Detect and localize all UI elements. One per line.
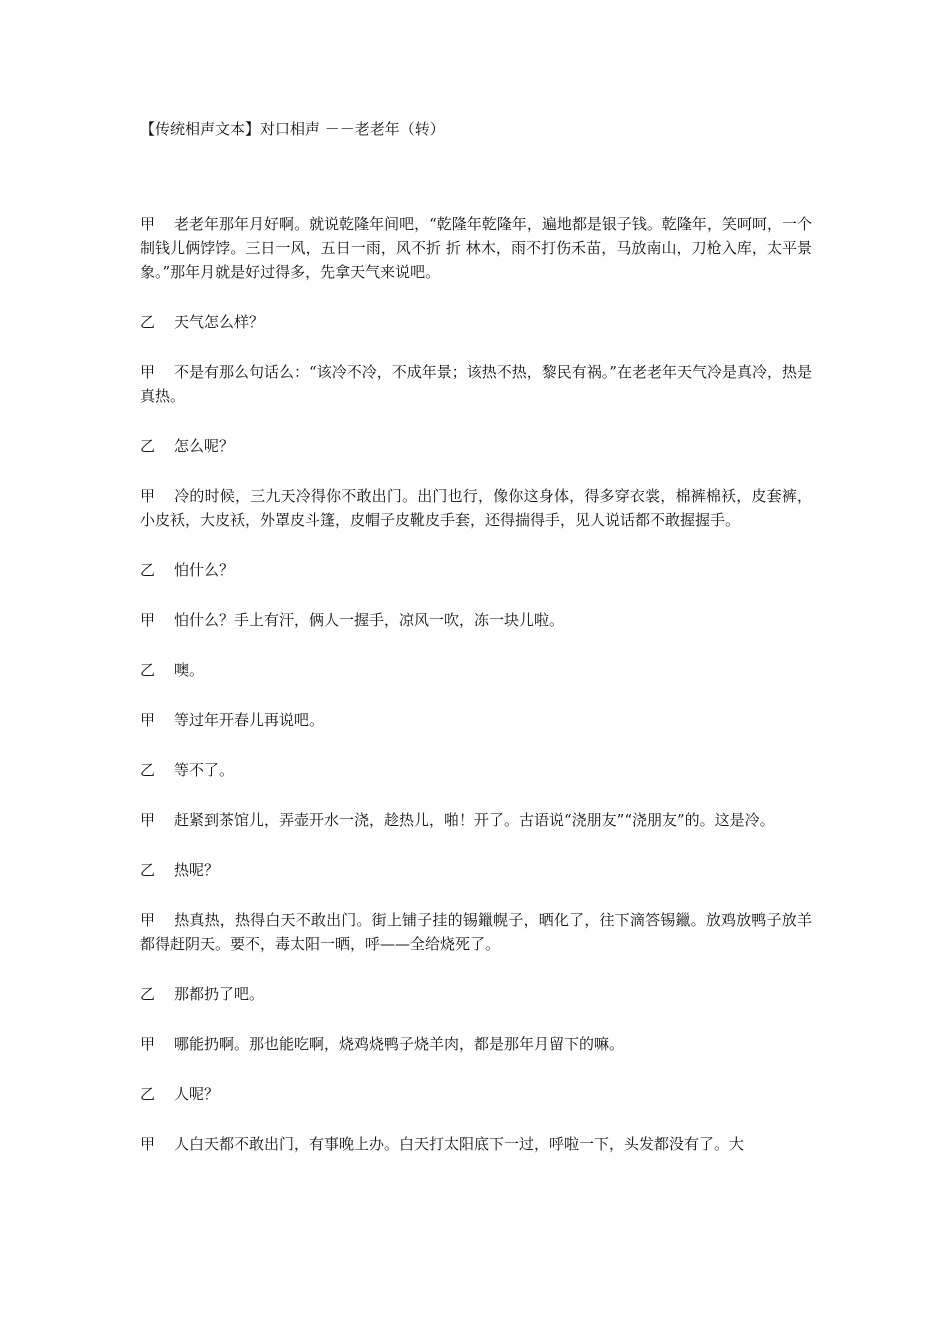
dialogue-paragraph — [140, 434, 812, 458]
dialogue-text: 怕什么？手上有汗，俩人一握手，凉风一吹，冻一块儿啦。 — [174, 611, 565, 629]
speaker-label: 乙 — [140, 1085, 156, 1103]
dialogue-paragraph — [140, 558, 812, 582]
speaker-label: 甲 — [140, 811, 156, 829]
dialogue-paragraph — [140, 484, 812, 532]
dialogue-paragraph — [140, 758, 812, 782]
dialogue-text: 怎么呢？ — [174, 437, 235, 455]
speaker-label: 乙 — [140, 661, 156, 679]
dialogue-paragraph — [140, 658, 812, 682]
speaker-label: 乙 — [140, 561, 156, 579]
dialogue-text: 那都扔了吧。 — [174, 985, 265, 1003]
dialogue-paragraph — [140, 1082, 812, 1106]
speaker-label: 甲 — [140, 1135, 156, 1153]
document-body — [140, 212, 812, 1182]
dialogue-text: 不是有那么句话么：“该冷不冷，不成年景；该热不热，黎民有祸。”在老老年天气冷是真冷，热是真热。 — [140, 363, 812, 405]
dialogue-paragraph — [140, 310, 812, 334]
dialogue-text: 怕什么？ — [174, 561, 235, 579]
dialogue-paragraph — [140, 908, 812, 956]
speaker-label: 乙 — [140, 761, 156, 779]
dialogue-text: 哪能扔啊。那也能吃啊，烧鸡烧鸭子烧羊肉，都是那年月留下的嘛。 — [174, 1035, 625, 1053]
dialogue-text: 等不了。 — [174, 761, 235, 779]
dialogue-paragraph — [140, 858, 812, 882]
dialogue-paragraph — [140, 212, 812, 284]
document-title: 【传统相声文本】对口相声 －－老老年（转） — [140, 120, 445, 138]
speaker-label: 甲 — [140, 1035, 156, 1053]
speaker-label: 甲 — [140, 911, 156, 929]
dialogue-text: 老老年那年月好啊。就说乾隆年间吧，“乾隆年乾隆年，遍地都是银子钱。乾隆年，笑呵呵，一个制钱儿俩饽饽。三日一风，五日一雨，风不折 折 林木，雨不打伤禾苗，马放南山，刀枪入库，太平景象。”那年月就是好过得多，先拿天气来说吧。 — [140, 215, 812, 281]
dialogue-paragraph — [140, 808, 812, 832]
dialogue-paragraph — [140, 982, 812, 1006]
dialogue-paragraph — [140, 360, 812, 408]
speaker-label: 甲 — [140, 363, 156, 381]
dialogue-text: 等过年开春儿再说吧。 — [174, 711, 325, 729]
dialogue-paragraph — [140, 708, 812, 732]
speaker-label: 甲 — [140, 611, 156, 629]
dialogue-text: 热真热，热得白天不敢出门。街上铺子挂的锡鑞幌子，晒化了，往下滴答锡鑞。放鸡放鸭子放羊都得赶阴天。要不，毒太阳一晒，呼——全给烧死了。 — [140, 911, 812, 953]
speaker-label: 乙 — [140, 437, 156, 455]
dialogue-text: 赶紧到茶馆儿，弄壶开水一浇，趁热儿，啪！开了。古语说“浇朋友”“浇朋友”的。这是冷。 — [174, 811, 775, 829]
dialogue-text: 冷的时候，三九天冷得你不敢出门。出门也行，像你这身体，得多穿衣裳，棉裤棉袄，皮套裤，小皮袄，大皮袄，外罩皮斗篷，皮帽子皮靴皮手套，还得揣得手，见人说话都不敢握握手。 — [140, 487, 812, 529]
dialogue-text: 天气怎么样？ — [174, 313, 265, 331]
dialogue-text: 人呢？ — [174, 1085, 220, 1103]
speaker-label: 乙 — [140, 313, 156, 331]
dialogue-paragraph — [140, 608, 812, 632]
dialogue-paragraph — [140, 1032, 812, 1056]
speaker-label: 甲 — [140, 487, 156, 505]
dialogue-text: 热呢？ — [174, 861, 220, 879]
dialogue-paragraph — [140, 1132, 812, 1156]
dialogue-text: 噢。 — [174, 661, 205, 679]
speaker-label: 甲 — [140, 711, 156, 729]
speaker-label: 甲 — [140, 215, 156, 233]
dialogue-text: 人白天都不敢出门，有事晚上办。白天打太阳底下一过，呼啦一下，头发都没有了。大 — [174, 1135, 745, 1153]
speaker-label: 乙 — [140, 985, 156, 1003]
speaker-label: 乙 — [140, 861, 156, 879]
